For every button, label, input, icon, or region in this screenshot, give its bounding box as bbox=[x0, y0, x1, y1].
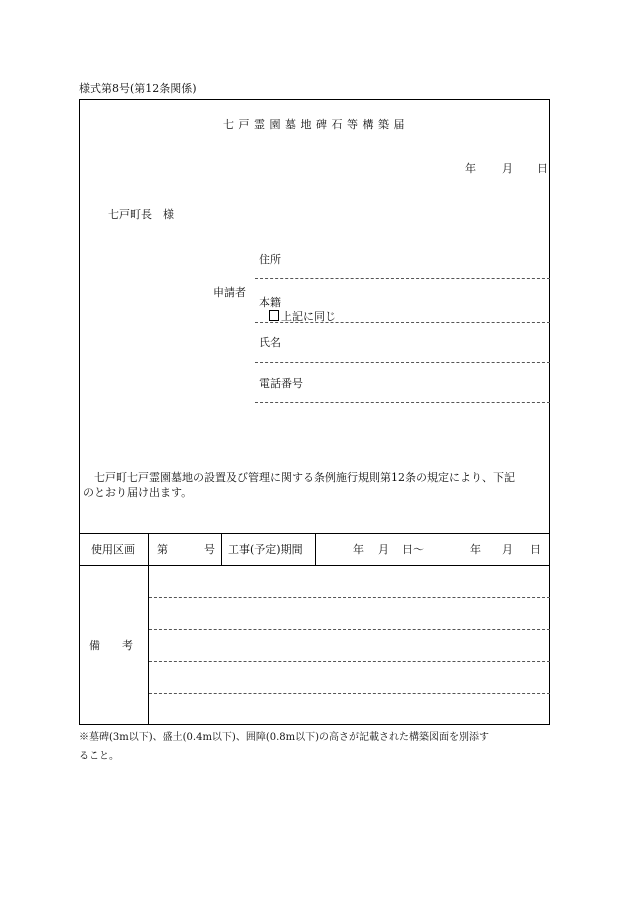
name-field[interactable] bbox=[255, 362, 550, 363]
address-label: 住所 bbox=[259, 253, 281, 266]
period-from-year: 年 bbox=[353, 543, 364, 556]
table-row-rule bbox=[80, 565, 550, 566]
applicant-label: 申請者 bbox=[213, 286, 246, 299]
section-label: 使用区画 bbox=[91, 543, 135, 556]
form-frame bbox=[79, 99, 550, 725]
date-month-label: 月 bbox=[502, 162, 513, 175]
date-day-label: 日 bbox=[537, 162, 548, 175]
note-line2: ること。 bbox=[79, 751, 119, 762]
period-from-month: 月 bbox=[378, 543, 389, 556]
remarks-line-3[interactable] bbox=[149, 661, 550, 662]
period-to-month: 月 bbox=[502, 543, 513, 556]
body-text-line1: 七戸町七戸霊園墓地の設置及び管理に関する条例施行規則第12条の規定により、下記 bbox=[94, 471, 515, 484]
domicile-label: 本籍 bbox=[259, 296, 281, 309]
date-year-label: 年 bbox=[465, 162, 476, 175]
addressee: 七戸町長 様 bbox=[108, 208, 174, 221]
same-as-above-label: 上記に同じ bbox=[281, 310, 336, 323]
address-field[interactable] bbox=[255, 278, 550, 279]
remarks-label: 備 考 bbox=[89, 639, 133, 652]
phone-label: 電話番号 bbox=[259, 377, 303, 390]
remarks-line-2[interactable] bbox=[149, 629, 550, 630]
number-suffix: 号 bbox=[204, 543, 215, 556]
phone-field[interactable] bbox=[255, 402, 550, 403]
note-line1: ※墓碑(3m以下)、盛土(0.4m以下)、囲障(0.8m以下)の高さが記載された構築図面を別添す bbox=[79, 732, 490, 743]
period-to-year: 年 bbox=[470, 543, 481, 556]
name-label: 氏名 bbox=[259, 336, 281, 349]
number-prefix: 第 bbox=[157, 543, 168, 556]
table-number-column-rule bbox=[221, 533, 222, 565]
body-text-line2: のとおり届け出ます。 bbox=[83, 486, 193, 499]
remarks-line-4[interactable] bbox=[149, 693, 550, 694]
remarks-line-1[interactable] bbox=[149, 597, 550, 598]
period-label: 工事(予定)期間 bbox=[228, 543, 303, 556]
period-to-day: 日 bbox=[530, 543, 541, 556]
period-from-day: 日～ bbox=[402, 543, 424, 556]
same-as-above-checkbox[interactable] bbox=[269, 310, 279, 321]
form-number: 様式第8号(第12条関係) bbox=[79, 82, 197, 95]
domicile-field[interactable] bbox=[255, 322, 550, 323]
form-title: 七戸霊園墓地碑石等構築届 bbox=[223, 118, 409, 131]
table-period-column-rule bbox=[315, 533, 316, 565]
